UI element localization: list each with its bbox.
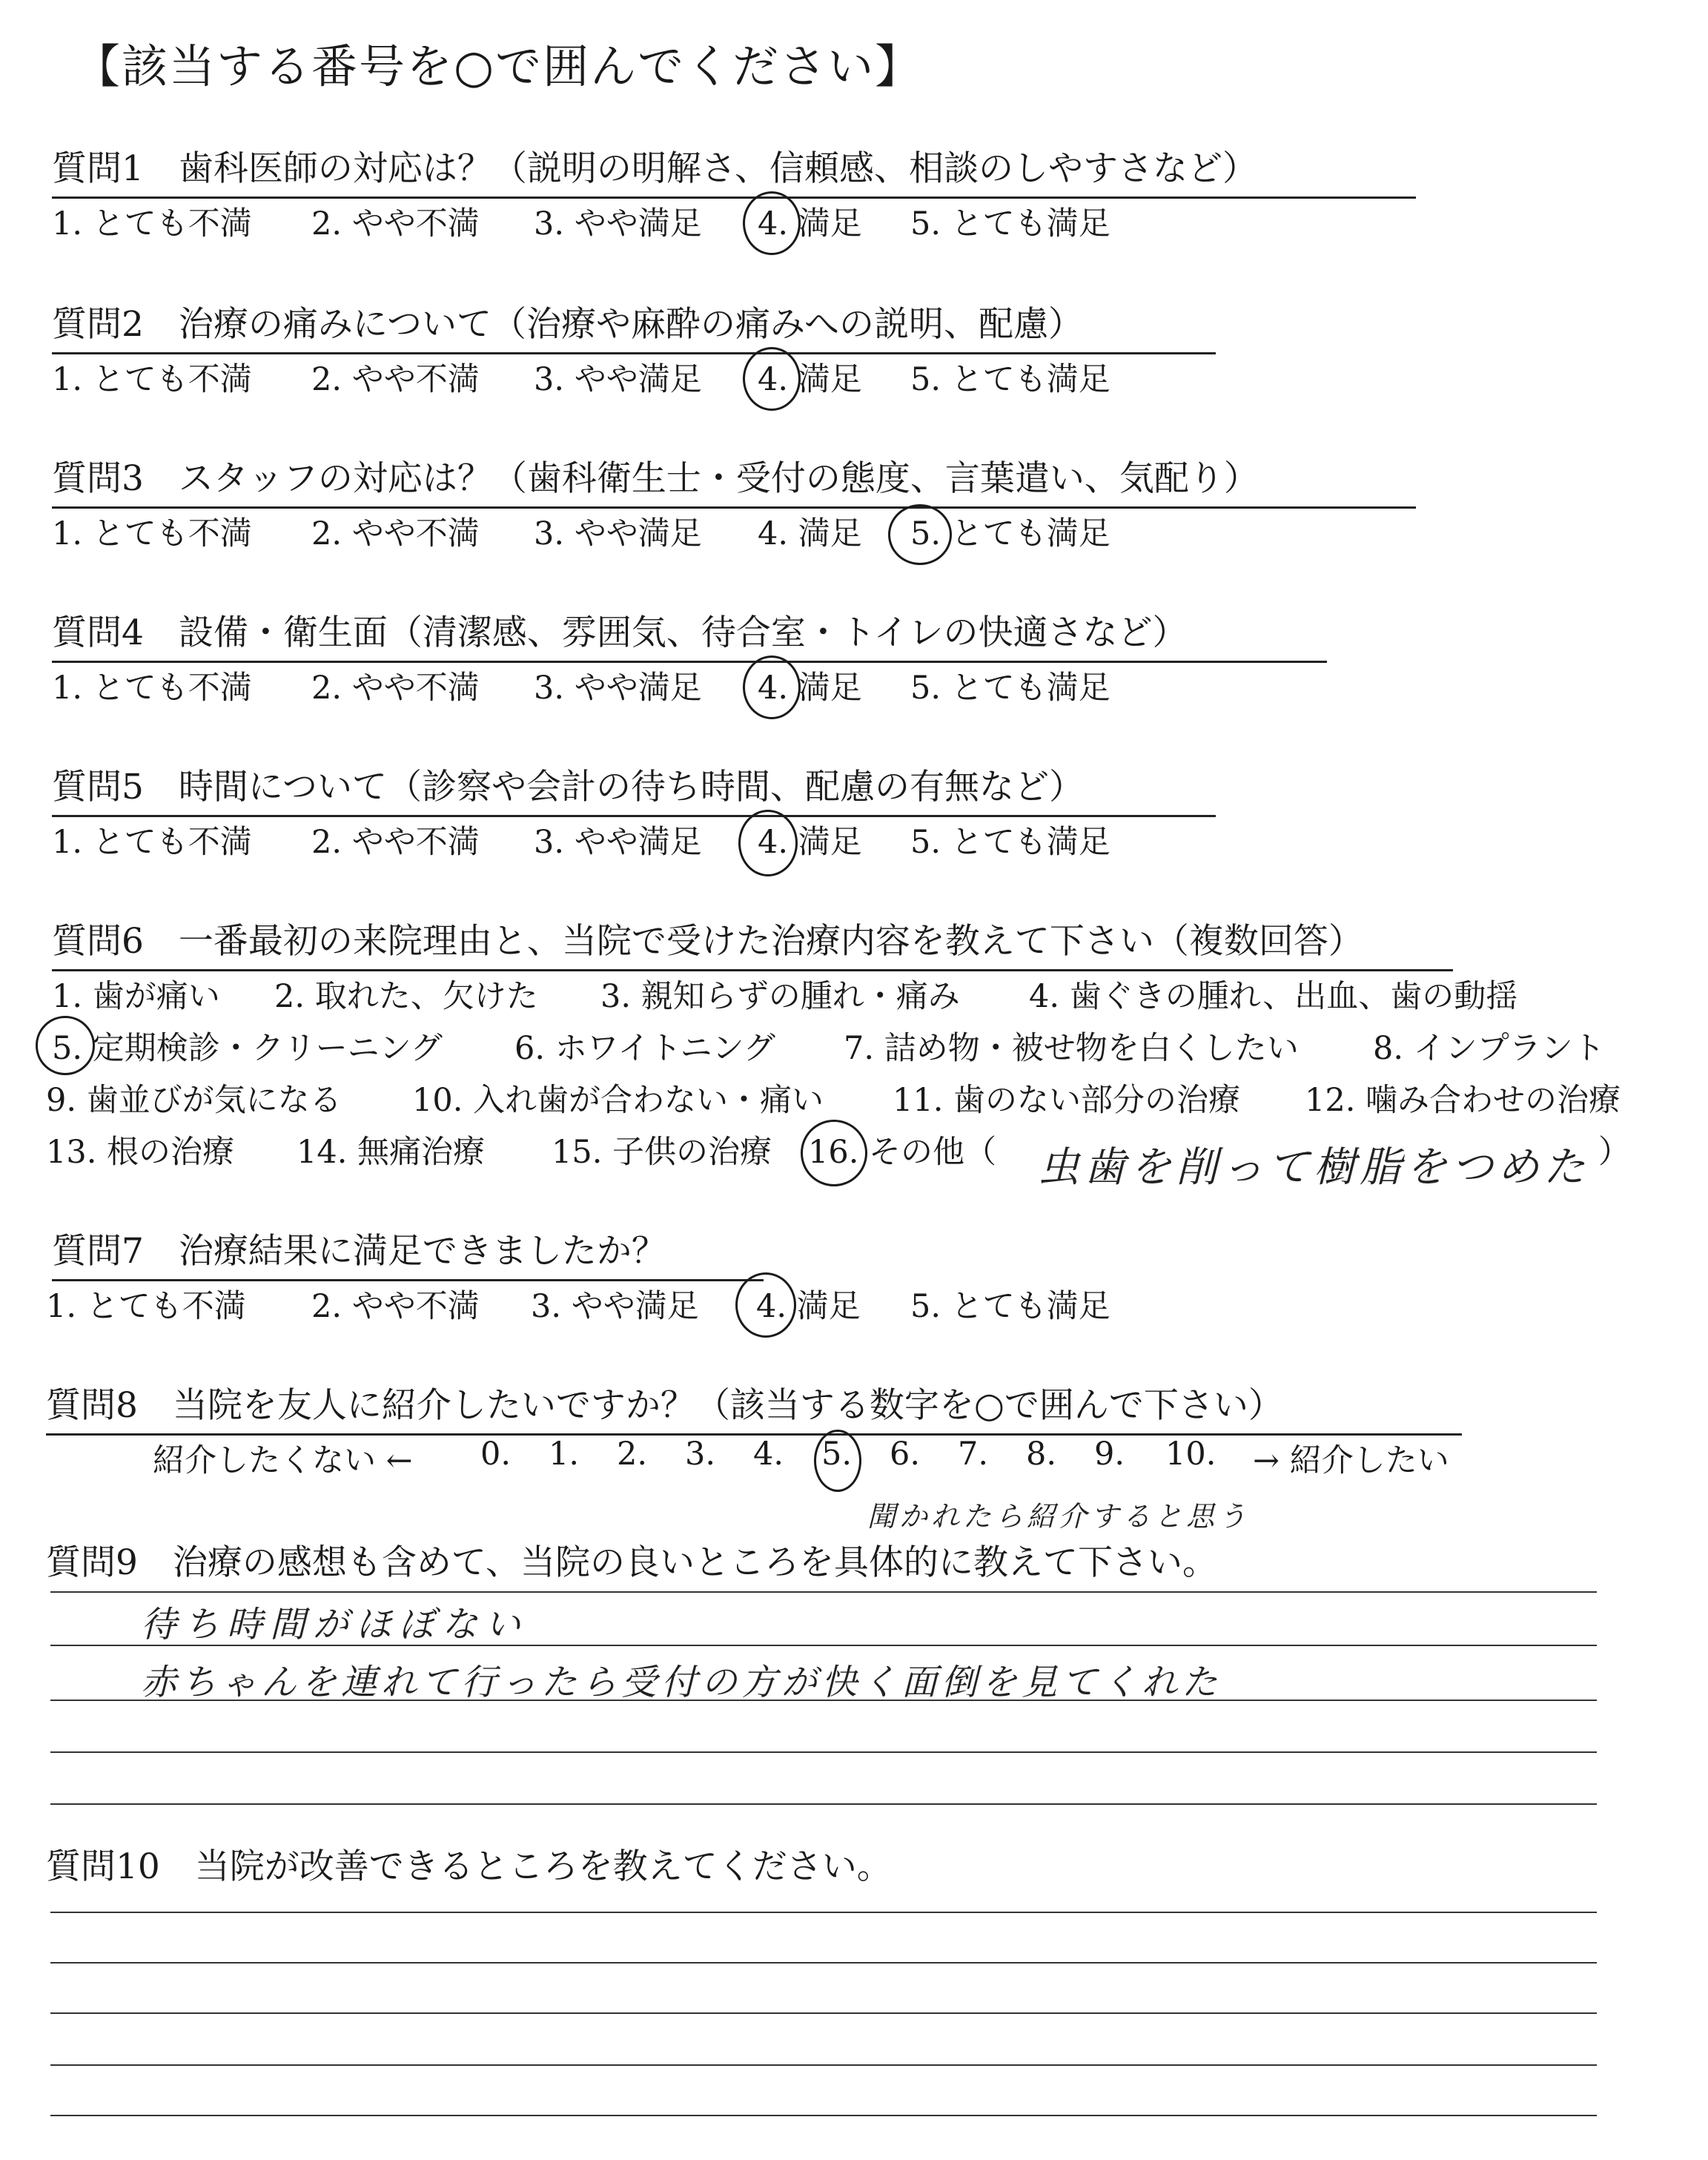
selection-circle xyxy=(743,191,801,255)
q5-option-3[interactable]: 3. やや満足 xyxy=(534,824,702,861)
q1-option-1[interactable]: 1. とても不満 xyxy=(52,205,252,242)
scale-right-label: → 紹介したい xyxy=(1253,1442,1449,1479)
question-7-label: 質問7 治療結果に満足できましたか？ xyxy=(52,1223,764,1281)
scale-option-2[interactable]: 2. xyxy=(617,1436,648,1473)
q4-option-3[interactable]: 3. やや満足 xyxy=(534,670,702,707)
q7-option-4[interactable]: 4. 満足 xyxy=(756,1288,861,1325)
q3-option-1[interactable]: 1. とても不満 xyxy=(52,515,252,552)
q6-option-3[interactable]: 3. 親知らずの腫れ・痛み xyxy=(600,978,960,1015)
other-close-paren: ） xyxy=(1598,1134,1630,1171)
q8-handwritten-note: 聞かれたら紹介すると思う xyxy=(867,1500,1251,1533)
page-title: 【該当する番号を○で囲んでください】 xyxy=(74,39,923,93)
question-1-label: 質問1 歯科医師の対応は？（説明の明解さ、信頼感、相談のしやすさなど） xyxy=(52,141,1416,199)
q6-option-16[interactable]: 16. その他（ xyxy=(808,1134,997,1171)
q6-option-4[interactable]: 4. 歯ぐきの腫れ、出血、歯の動揺 xyxy=(1029,978,1518,1015)
q9-handwritten-answer-2: 赤ちゃんを連れて行ったら受付の方が快く面倒を見てくれた xyxy=(141,1662,1222,1703)
q7-option-3[interactable]: 3. やや満足 xyxy=(531,1288,699,1325)
q7-option-5[interactable]: 5. とても満足 xyxy=(910,1288,1110,1325)
q6-option-1[interactable]: 1. 歯が痛い xyxy=(52,978,220,1015)
answer-line xyxy=(50,2064,1597,2066)
q6-option-7[interactable]: 7. 詰め物・被せ物を白くしたい xyxy=(844,1030,1299,1067)
q3-option-3[interactable]: 3. やや満足 xyxy=(534,515,702,552)
scale-option-5[interactable]: 5. xyxy=(821,1436,853,1473)
q5-option-4[interactable]: 4. 満足 xyxy=(758,824,862,861)
q2-option-5[interactable]: 5. とても満足 xyxy=(910,361,1110,398)
q2-option-2[interactable]: 2. やや不満 xyxy=(311,361,480,398)
q5-option-2[interactable]: 2. やや不満 xyxy=(311,824,480,861)
q1-option-5[interactable]: 5. とても満足 xyxy=(910,205,1110,242)
scale-option-3[interactable]: 3. xyxy=(685,1436,716,1473)
scale-option-9[interactable]: 9. xyxy=(1094,1436,1125,1473)
q6-option-9[interactable]: 9. 歯並びが気になる xyxy=(46,1082,342,1119)
answer-line xyxy=(50,1803,1597,1805)
q5-option-1[interactable]: 1. とても不満 xyxy=(52,824,252,861)
q4-option-2[interactable]: 2. やや不満 xyxy=(311,670,480,707)
q4-option-5[interactable]: 5. とても満足 xyxy=(910,670,1110,707)
q6-option-13[interactable]: 13. 根の治療 xyxy=(46,1134,235,1171)
q1-option-4[interactable]: 4. 満足 xyxy=(758,205,862,242)
scale-option-1[interactable]: 1. xyxy=(549,1436,580,1473)
question-3-label: 質問3 スタッフの対応は？（歯科衛生士・受付の態度、言葉遣い、気配り） xyxy=(52,451,1416,509)
question-8-label: 質問8 当院を友人に紹介したいですか？（該当する数字を○で囲んで下さい） xyxy=(46,1378,1462,1436)
question-6-label: 質問6 一番最初の来院理由と、当院で受けた治療内容を教えて下さい（複数回答） xyxy=(52,914,1453,971)
selection-circle xyxy=(735,1272,796,1338)
q6-option-8[interactable]: 8. インプラント xyxy=(1373,1030,1605,1067)
q4-option-4[interactable]: 4. 満足 xyxy=(758,670,862,707)
q3-option-4[interactable]: 4. 満足 xyxy=(758,515,862,552)
scale-option-6[interactable]: 6. xyxy=(890,1436,921,1473)
q7-option-2[interactable]: 2. やや不満 xyxy=(311,1288,480,1325)
answer-line xyxy=(50,2012,1597,2014)
question-2-label: 質問2 治療の痛みについて（治療や麻酔の痛みへの説明、配慮） xyxy=(52,297,1216,354)
q4-option-1[interactable]: 1. とても不満 xyxy=(52,670,252,707)
scale-option-10[interactable]: 10. xyxy=(1165,1436,1217,1473)
q2-option-4[interactable]: 4. 満足 xyxy=(758,361,862,398)
answer-line xyxy=(50,1645,1597,1646)
answer-line xyxy=(50,1751,1597,1753)
q5-option-5[interactable]: 5. とても満足 xyxy=(910,824,1110,861)
q3-option-5[interactable]: 5. とても満足 xyxy=(910,515,1110,552)
question-5-label: 質問5 時間について（診察や会計の待ち時間、配慮の有無など） xyxy=(52,759,1216,817)
answer-line xyxy=(50,1591,1597,1593)
q2-option-3[interactable]: 3. やや満足 xyxy=(534,361,702,398)
other-handwritten-answer: 虫歯を削って樹脂をつめた xyxy=(1038,1143,1589,1192)
q6-option-5[interactable]: 5. 定期検診・クリーニング xyxy=(52,1030,443,1067)
q3-option-2[interactable]: 2. やや不満 xyxy=(311,515,480,552)
q1-option-3[interactable]: 3. やや満足 xyxy=(534,205,702,242)
scale-option-0[interactable]: 0. xyxy=(480,1436,512,1473)
q6-option-6[interactable]: 6. ホワイトニング xyxy=(514,1030,775,1067)
scale-option-8[interactable]: 8. xyxy=(1026,1436,1057,1473)
answer-line xyxy=(50,1962,1597,1964)
q6-option-14[interactable]: 14. 無痛治療 xyxy=(297,1134,486,1171)
question-4-label: 質問4 設備・衛生面（清潔感、雰囲気、待合室・トイレの快適さなど） xyxy=(52,605,1327,663)
selection-circle xyxy=(888,504,952,565)
selection-circle xyxy=(743,655,801,719)
selection-circle xyxy=(36,1016,95,1075)
q6-option-15[interactable]: 15. 子供の治療 xyxy=(552,1134,772,1171)
selection-circle xyxy=(814,1430,861,1492)
question-9-label: 質問9 治療の感想も含めて、当院の良いところを具体的に教えて下さい。 xyxy=(46,1542,1217,1583)
scale-option-7[interactable]: 7. xyxy=(958,1436,989,1473)
selection-circle xyxy=(738,810,798,876)
answer-line xyxy=(50,1700,1597,1701)
answer-line xyxy=(50,1912,1597,1913)
q6-option-12[interactable]: 12. 噛み合わせの治療 xyxy=(1305,1082,1621,1119)
scale-option-4[interactable]: 4. xyxy=(753,1436,784,1473)
selection-circle xyxy=(743,347,801,411)
selection-circle xyxy=(801,1120,867,1186)
answer-line xyxy=(50,2115,1597,2116)
q6-option-10[interactable]: 10. 入れ歯が合わない・痛い xyxy=(412,1082,824,1119)
q1-option-2[interactable]: 2. やや不満 xyxy=(311,205,480,242)
q9-handwritten-answer-1: 待ち時間がほぼない xyxy=(141,1604,529,1645)
q2-option-1[interactable]: 1. とても不満 xyxy=(52,361,252,398)
question-10-label: 質問10 当院が改善できるところを教えてください。 xyxy=(46,1846,892,1887)
q6-option-2[interactable]: 2. 取れた、欠けた xyxy=(274,978,538,1015)
scale-left-label: 紹介したくない ← xyxy=(153,1442,413,1479)
q6-option-11[interactable]: 11. 歯のない部分の治療 xyxy=(893,1082,1241,1119)
q7-option-1[interactable]: 1. とても不満 xyxy=(46,1288,246,1325)
